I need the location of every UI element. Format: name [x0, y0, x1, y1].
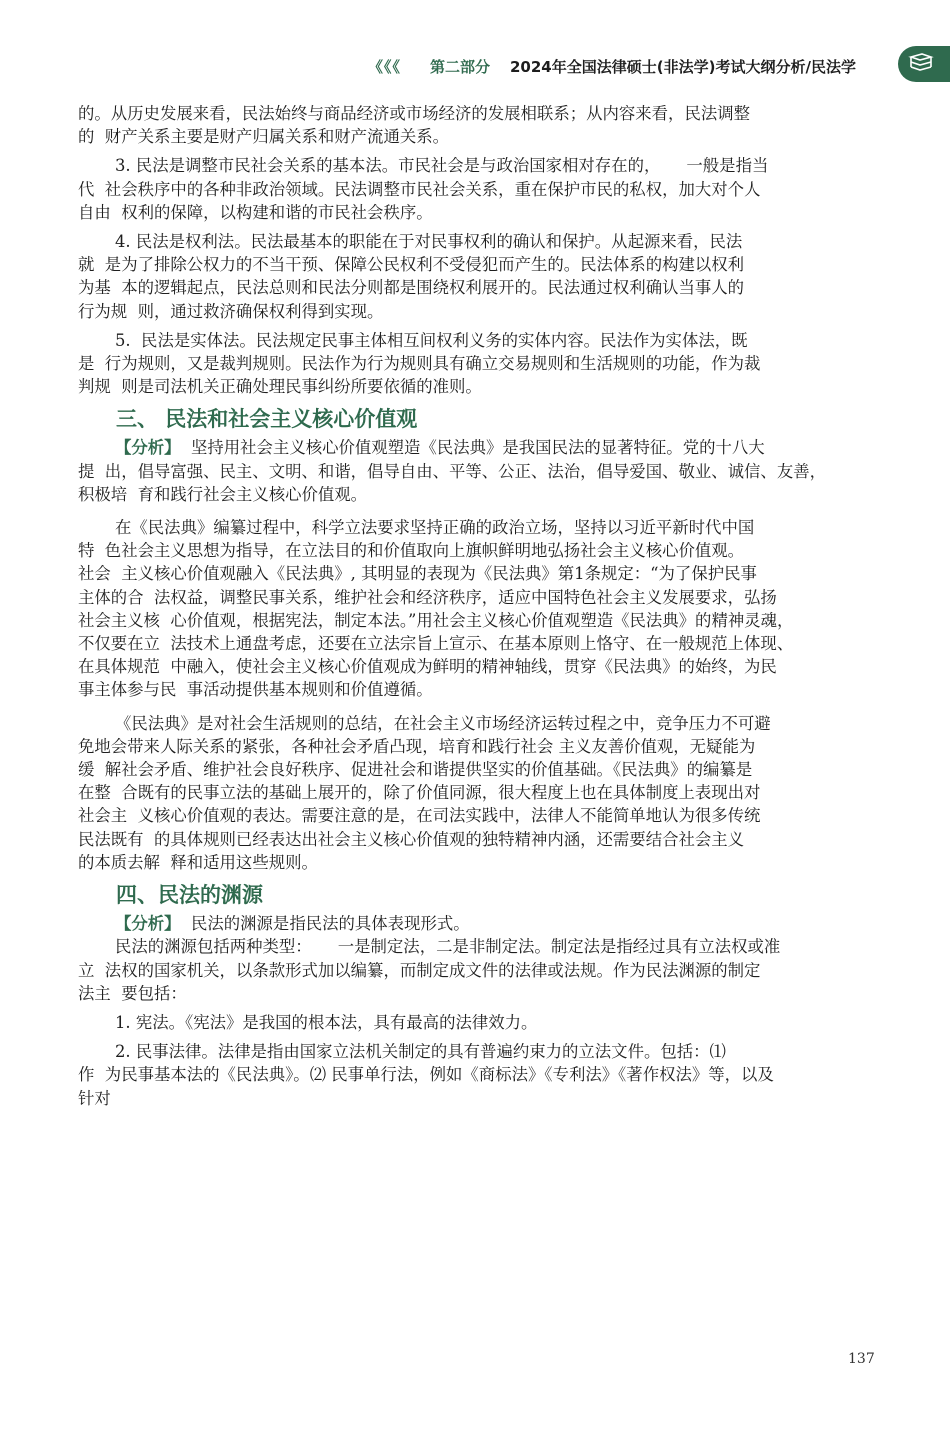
- analysis-text: 民法的渊源是指民法的具体表现形式。: [180, 914, 470, 934]
- paragraph-rights-law: 4. 民法是权利法。民法最基本的职能在于对民事权利的确认和保护。从起源来看，民法 就 是为了排除公权力的不当干预、保障公民权利不受侵犯而产生的。民法体系的构建以权利 为基 本的逻辑起点，民法总则和民法分则都是围绕权利展开的。民法通过权利确认当事人的 行为规 则，通过救济确保权利得到实现。: [78, 232, 745, 321]
- paragraph-civil-society: 3. 民法是调整市民社会关系的基本法。市民社会是与政治国家相对存在的， 一般是指当 代 社会秩序中的各种非政治领域。民法调整市民社会关系，重在保护市民的私权，加大对个人 自由 权利的保障，以构建和谐的市民社会秩序。: [78, 156, 769, 222]
- paragraph-constitution: 1. 宪法。《宪法》是我国的根本法，具有最高的法律效力。: [115, 1012, 538, 1032]
- paragraph-civil-code-compilation: 在《民法典》编纂过程中，科学立法要求坚持正确的政治立场，坚持以习近平新时代中国 特 色社会主义思想为指导，在立法目的和价值取向上旗帜鲜明地弘扬社会主义核心价值观。 社会 主义核心价值观融入《民法典》, 其明显的表现为《民法典》第1条规定：“为了保护民事 主体的合 法权益，调整民事关系，维护社会和经济秩序，适应中国特色社会主义发展要求，弘扬 社会主义核 心价值观，根据宪法，制定本法。”用社会主义核心价值观塑造《民法典》的精神灵魂， 不仅要在立 法技术上通盘考虑，还要在立法宗旨上宣示、在基本原则上恪守、在一般规范上体现、 在具体规范 中融入，使社会主义核心价值观成为鲜明的精神轴线，贯穿《民法典》的始终，为民 事主体参与民 事活动提供基本规则和价值遵循。: [78, 518, 794, 700]
- section-heading-4: 四、民法的渊源: [116, 883, 263, 908]
- paragraph-substantive-law: 5. 民法是实体法。民法规定民事主体相互间权利义务的实体内容。民法作为实体法，既 是 行为规则，又是裁判规则。民法作为行为规则具有确立交易规则和生活规则的功能，作为裁 判规 则是司法机关正确处理民事纠纷所要依循的准则。: [78, 330, 761, 397]
- paragraph-sources-types: 民法的渊源包括两种类型： 一是制定法，二是非制定法。制定法是指经过具有立法权或准 立 法权的国家机关，以条款形式加以编纂，而制定成文件的法律或法规。作为民法渊源的制定 法主 要包括：: [78, 937, 781, 1003]
- header-badge: [898, 46, 950, 82]
- paragraph-analysis-3: [78, 436, 893, 506]
- page-body: [78, 102, 893, 1110]
- analysis-text: 坚持用社会主义核心价值观塑造《民法典》是我国民法的显著特征。党的十八大 提 出，倡导富强、民主、文明、和谐，倡导自由、平等、公正、法治，倡导爱国、敬业、诚信、友善， 积极培 育和践行社会主义核心价值观。: [78, 438, 826, 504]
- paragraph-continuation: 的。从历史发展来看，民法始终与商品经济或市场经济的发展相联系；从内容来看，民法调整 的 财产关系主要是财产归属关系和财产流通关系。: [78, 104, 751, 147]
- paragraph-civil-statutes: 2. 民事法律。法律是指由国家立法机关制定的具有普遍约束力的立法文件。包括：⑴ 作 为民事基本法的《民法典》。⑵ 民事单行法，例如《商标法》《专利法》《著作权法》等，以及 针对: [78, 1042, 774, 1108]
- header-part-label: 第二部分: [430, 58, 491, 76]
- analysis-tag: 【分析】: [115, 914, 181, 934]
- running-header: [0, 52, 950, 82]
- page-number: 137: [848, 1351, 875, 1367]
- header-chevrons: 《《《: [368, 58, 402, 76]
- paragraph-analysis-4: [78, 912, 893, 935]
- analysis-tag: 【分析】: [115, 438, 181, 458]
- header-title: 2024年全国法律硕士(非法学)考试大纲分析/民法学: [510, 58, 856, 76]
- book-stack-icon: [908, 52, 934, 76]
- paragraph-social-rules: 《民法典》是对社会生活规则的总结，在社会主义市场经济运转过程之中，竞争压力不可避 免地会带来人际关系的紧张，各种社会矛盾凸现，培育和践行社会 主义友善价值观，无疑能为 缓 解社会矛盾、维护社会良好秩序、促进社会和谐提供坚实的价值基础。《民法典》的编纂是 在整 合既有的民事立法的基础上展开的，除了价值同源，很大程度上也在具体制度上表现出对 社会主 义核心价值观的表达。需要注意的是，在司法实践中，法律人不能简单地认为很多传统 民法既有 的具体规则已经表达出社会主义核心价值观的独特精神内涵，还需要结合社会主义 的本质去解 释和适用这些规则。: [78, 713, 771, 872]
- section-heading-3: 三、 民法和社会主义核心价值观: [116, 407, 418, 432]
